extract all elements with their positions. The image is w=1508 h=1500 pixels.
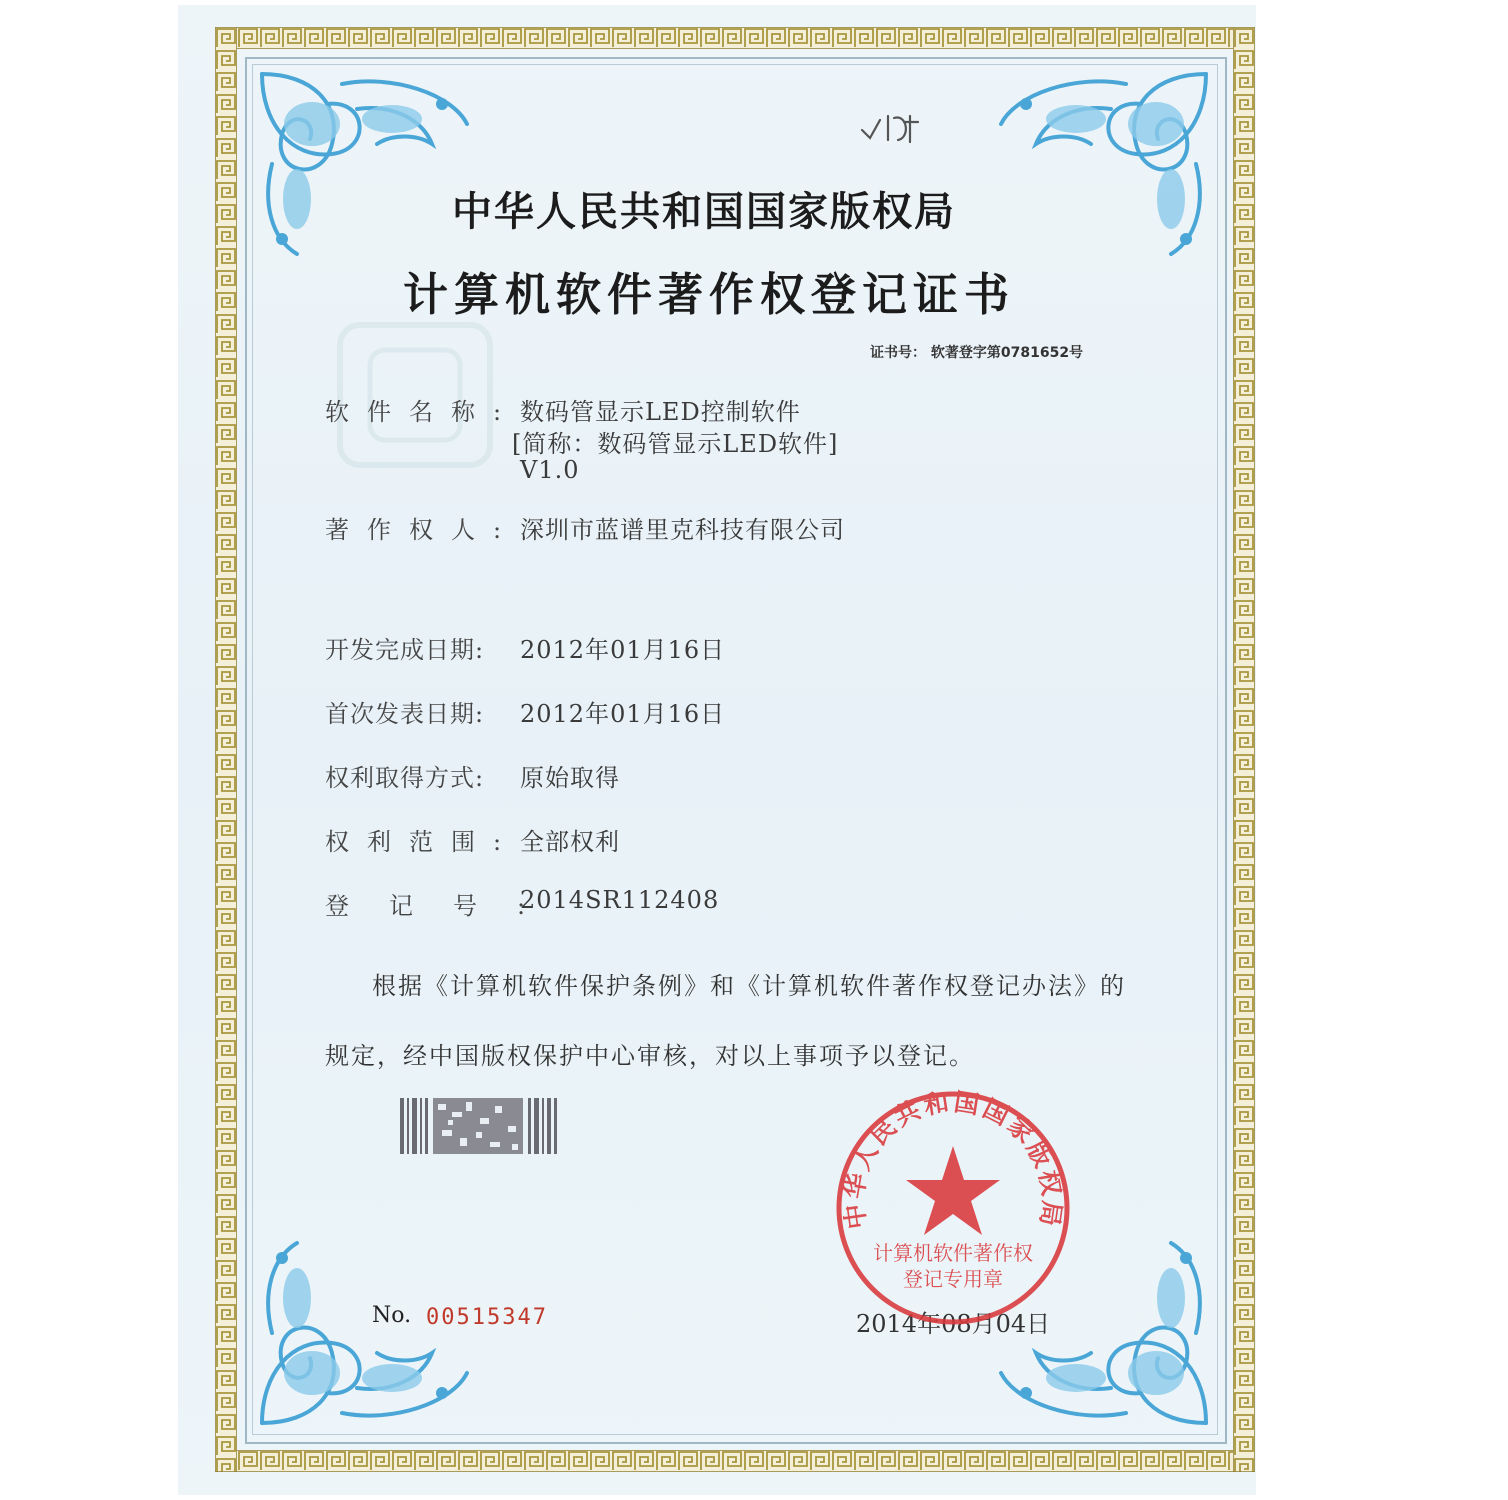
first-publish-label: 首次发表日期: bbox=[325, 700, 485, 728]
statement-line-1: 根据《计算机软件保护条例》和《计算机软件著作权登记办法》的 bbox=[372, 972, 1126, 1000]
scope-label: 权利范围: bbox=[325, 828, 520, 856]
serial-number-label: No. bbox=[372, 1303, 412, 1328]
fret-border-top bbox=[215, 27, 1255, 49]
issue-date: 2014年08月04日 bbox=[856, 1310, 1051, 1338]
ornament-top-right bbox=[986, 64, 1216, 264]
software-name-value: 数码管显示LED控制软件 bbox=[520, 398, 801, 426]
issuing-authority: 中华人民共和国国家版权局 bbox=[452, 189, 956, 235]
registration-value: 2014SR112408 bbox=[520, 886, 720, 914]
statement-line-2: 规定，经中国版权保护中心审核，对以上事项予以登记。 bbox=[325, 1042, 975, 1070]
certificate-number: 证书号： 软著登字第0781652号 bbox=[870, 345, 1084, 361]
copyright-holder-label: 著作权人: bbox=[325, 516, 520, 544]
fret-border-left bbox=[215, 27, 237, 1472]
software-version: V1.0 bbox=[520, 456, 580, 484]
registration-label: 登记号: bbox=[325, 892, 566, 920]
first-publish-value: 2012年01月16日 bbox=[520, 700, 726, 728]
seal-center-line-2: 登记专用章 bbox=[903, 1267, 1003, 1291]
official-seal bbox=[833, 1088, 1073, 1328]
fret-border-bottom bbox=[215, 1450, 1255, 1472]
seal-ring-text: 中华人民共和国国家版权局 bbox=[839, 1088, 1067, 1231]
ornament-bottom-left bbox=[252, 1233, 482, 1433]
acquisition-label: 权利取得方式: bbox=[325, 764, 485, 792]
scope-value: 全部权利 bbox=[520, 828, 620, 856]
barcode bbox=[400, 1098, 558, 1154]
fret-border-right bbox=[1233, 27, 1255, 1472]
dev-completion-label: 开发完成日期: bbox=[325, 636, 485, 664]
software-name-label: 软件名称: bbox=[325, 398, 520, 426]
seal-center-line-1: 计算机软件著作权 bbox=[873, 1241, 1033, 1265]
dev-completion-value: 2012年01月16日 bbox=[520, 636, 726, 664]
serial-number-value: 00515347 bbox=[426, 1305, 548, 1330]
copyright-holder-value: 深圳市蓝谱里克科技有限公司 bbox=[520, 516, 845, 544]
software-short-name: [简称：数码管显示LED软件] bbox=[512, 430, 839, 458]
certificate-title: 计算机软件著作权登记证书 bbox=[403, 268, 1016, 321]
acquisition-value: 原始取得 bbox=[520, 764, 620, 792]
handwritten-mark bbox=[858, 108, 928, 148]
ornament-top-left bbox=[252, 64, 482, 264]
